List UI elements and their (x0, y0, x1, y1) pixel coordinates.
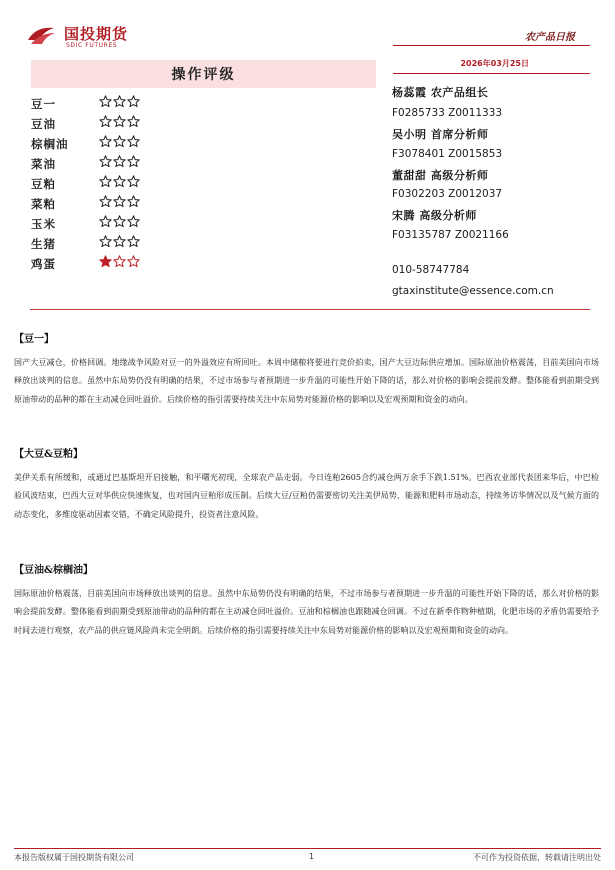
rating-row (31, 214, 231, 234)
rating-row (31, 194, 231, 214)
rating-row (31, 94, 231, 114)
star-outline-icon (99, 155, 112, 168)
star-outline-icon (127, 255, 140, 268)
star-outline-icon (99, 115, 112, 128)
date-divider (393, 73, 590, 74)
analyst-name-title: 吴小明 首席分析师 (392, 128, 489, 141)
star-outline-icon (127, 235, 140, 248)
star-outline-icon (99, 195, 112, 208)
rating-stars (99, 215, 141, 228)
star-outline-icon (99, 95, 112, 108)
analyst-license-ids: F3078401 Z0015853 (392, 148, 503, 160)
star-outline-icon (99, 215, 112, 228)
star-outline-icon (113, 115, 126, 128)
star-outline-icon (99, 135, 112, 148)
rating-row (31, 134, 231, 154)
rating-commodity-name: 玉米 (31, 217, 56, 231)
rating-row (31, 154, 231, 174)
star-outline-icon (127, 95, 140, 108)
section-body: 美伊关系有所缓和，或通过巴基斯坦开启接触，和平曙光初现，全球农产品走弱。今日连粕2605合约减仓两万余手下跌1.51%。巴西农业部代表团来华后，中巴检验风波结束，巴西大豆对华供应快速恢复，也对国内豆粕形成压制。后续大豆/豆粕仍需要密切关注美伊局势，能源和肥料市场动态，持续务访华情况以及气候方面的动态变化，多维度驱动因素交错，不确定风险提升，投资者注意风险。 (14, 473, 599, 519)
star-outline-icon (113, 175, 126, 188)
footer-disclaimer: 不可作为投资依据，转载请注明出处 (473, 853, 601, 862)
rating-commodity-name: 菜粕 (31, 197, 56, 211)
logo-mark-icon (26, 24, 56, 46)
star-outline-icon (127, 215, 140, 228)
section-soybean-meal (14, 445, 599, 524)
section-title: 【大豆&豆粕】 (14, 449, 84, 460)
ratings-title-banner (31, 60, 376, 88)
rating-stars (99, 235, 141, 248)
section-divider (30, 309, 590, 310)
rating-commodity-name: 棕榈油 (31, 137, 69, 151)
analyst-name-title: 董甜甜 高级分析师 (392, 169, 489, 182)
logo-name-cn: 国投期货 (64, 25, 129, 43)
section-body: 国产大豆减仓，价格回调。地缘战争风险对豆一的外溢效应有所回吐。本周中储粮将要进行竞价拍卖，国产大豆边际供应增加。国际原油价格震荡，目前美国向市场释放出谈判的信息。虽然中东局势仍没有明确的结果，不过市场参与者预期进一步升温的可能性开始下降的话，那么对价格的影响会提前发酵。整体能看到前期受到原油带动的品种的都在主动减仓回吐溢价。后续价格的指引需要持续关注中东局势对能源价格的影响以及宏观预期和资金的动向。 (14, 358, 599, 404)
company-logo (26, 22, 166, 50)
section-title: 【豆一】 (14, 334, 54, 345)
rating-commodity-name: 豆粕 (31, 177, 56, 191)
star-outline-icon (113, 255, 126, 268)
logo-name-en: SDIC FUTURES (66, 42, 118, 49)
report-type-label: 农产品日报 (525, 32, 575, 43)
rating-commodity-name: 鸡蛋 (31, 257, 56, 271)
star-outline-icon (127, 155, 140, 168)
star-outline-icon (99, 235, 112, 248)
rating-stars (99, 195, 141, 208)
star-outline-icon (127, 195, 140, 208)
footer-divider (14, 848, 601, 849)
analyst-name-title: 宋腾 高级分析师 (392, 209, 477, 222)
analyst-name-title: 杨蕊霞 农产品组长 (392, 86, 489, 99)
section-body: 国际原油价格震荡，目前美国向市场释放出谈判的信息。虽然中东局势仍没有明确的结果，不过市场参与者预期进一步升温的可能性开始下降的话，那么对价格的影响会提前发酵。整体能看到前期受到原油带动的品种的都在主动减仓回吐溢价。豆油和棕榈油也跟随减仓回调。不过在新季作物种植期，化肥市场的矛盾仍需要给予时间去进行观察，农产品的供应链风险尚未完全明朗。后续价格的指引需要持续关注中东局势对能源价格的影响以及宏观预期和资金的动向。 (14, 589, 599, 635)
header-divider (393, 45, 590, 46)
star-outline-icon (127, 135, 140, 148)
star-outline-icon (113, 235, 126, 248)
rating-commodity-name: 豆油 (31, 117, 56, 131)
rating-row (31, 174, 231, 194)
analyst-license-ids: F0285733 Z0011333 (392, 107, 503, 119)
star-outline-icon (127, 115, 140, 128)
star-outline-icon (113, 155, 126, 168)
star-filled-icon (99, 255, 112, 268)
rating-stars (99, 135, 141, 148)
page-number: 1 (309, 852, 315, 861)
report-date: 2026年03月25日 (460, 59, 529, 68)
rating-stars (99, 175, 141, 188)
rating-stars (99, 95, 141, 108)
star-outline-icon (113, 95, 126, 108)
rating-row (31, 114, 231, 134)
star-outline-icon (113, 135, 126, 148)
rating-stars (99, 255, 141, 268)
rating-commodity-name: 生猪 (31, 237, 56, 251)
section-soyoil-palmoil (14, 561, 599, 640)
contact-phone: 010-58747784 (392, 264, 470, 276)
star-outline-icon (113, 215, 126, 228)
rating-row (31, 234, 231, 254)
footer-copyright: 本报告版权属于国投期货有限公司 (14, 853, 134, 862)
analyst-license-ids: F03135787 Z0021166 (392, 229, 509, 241)
star-outline-icon (127, 175, 140, 188)
rating-row (31, 254, 231, 274)
section-soybean-no1 (14, 330, 599, 409)
rating-stars (99, 115, 141, 128)
rating-commodity-name: 菜油 (31, 157, 56, 171)
star-outline-icon (113, 195, 126, 208)
section-title: 【豆油&棕榈油】 (14, 565, 94, 576)
ratings-title: 操作评级 (171, 67, 236, 83)
star-outline-icon (99, 175, 112, 188)
rating-commodity-name: 豆一 (31, 97, 56, 111)
rating-stars (99, 155, 141, 168)
analyst-license-ids: F0302203 Z0012037 (392, 188, 503, 200)
contact-email[interactable]: gtaxinstitute@essence.com.cn (392, 285, 554, 297)
